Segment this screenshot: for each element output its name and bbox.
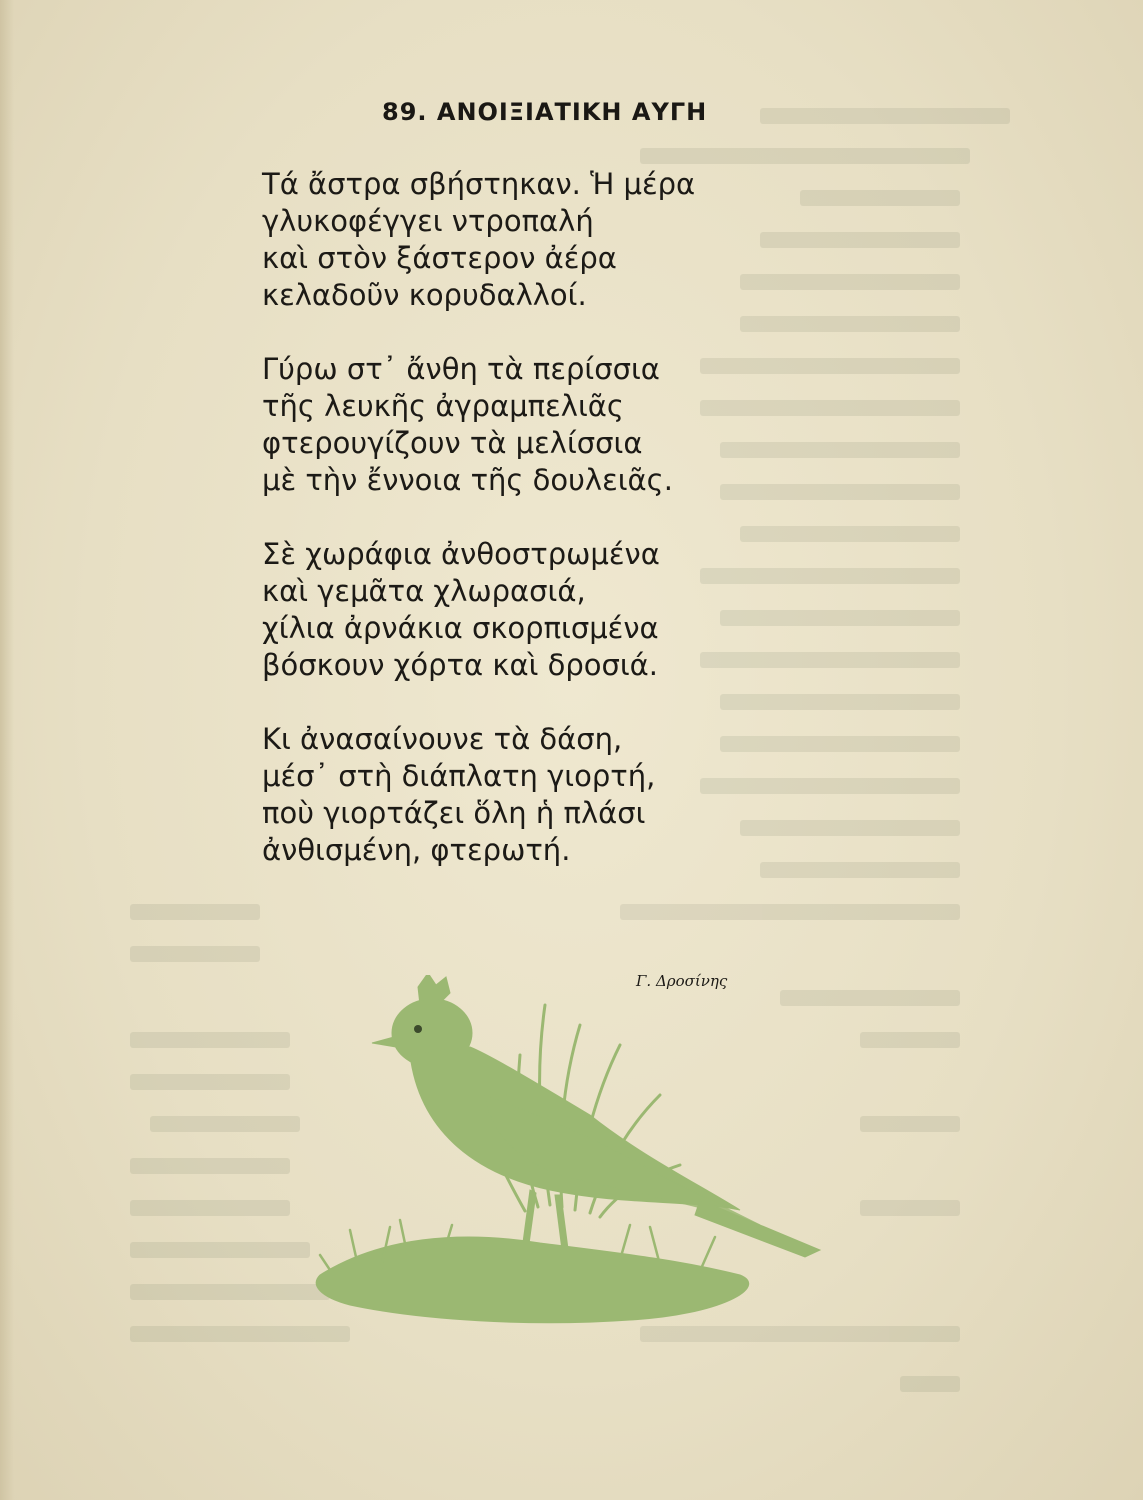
poem-line: μὲ τὴν ἔννοια τῆς δουλειᾶς. <box>262 463 673 497</box>
poem-line: κελαδοῦν κορυδαλλοί. <box>262 278 587 312</box>
poem-line: ἀνθισμένη, φτερωτή. <box>262 833 571 867</box>
poem-line: Σὲ χωράφια ἀνθοστρωμένα <box>262 537 660 571</box>
poem-line: Κι ἀνασαίνουνε τὰ δάση, <box>262 722 623 756</box>
lark-bird-illustration <box>300 975 900 1335</box>
poem-line: καὶ στὸν ξάστερον ἀέρα <box>262 241 617 275</box>
poem-line: Γύρω στ᾿ ἄνθη τὰ περίσσια <box>262 352 660 386</box>
poem-body <box>262 166 822 906</box>
stanza-1 <box>262 166 822 314</box>
poem-title: 89. ΑΝΟΙΞΙΑΤΙΚΗ ΑΥΓΗ <box>382 98 708 126</box>
poem-line: τῆς λευκῆς ἀγραμπελιᾶς <box>262 389 624 423</box>
stanza-4 <box>262 721 822 869</box>
poem-line: ποὺ γιορτάζει ὅλη ἡ πλάσι <box>262 796 646 830</box>
poem-author: Γ. Δροσίνης <box>636 972 728 990</box>
poem-line: χίλια ἀρνάκια σκορπισμένα <box>262 611 659 645</box>
poem-line: μέσ᾿ στὴ διάπλατη γιορτή, <box>262 759 656 793</box>
stanza-3 <box>262 536 822 684</box>
page-edge <box>0 0 14 1500</box>
poem-line: γλυκοφέγγει ντροπαλή <box>262 204 594 238</box>
poem-line: φτερουγίζουν τὰ μελίσσια <box>262 426 643 460</box>
poem-line: καὶ γεμᾶτα χλωρασιά, <box>262 574 586 608</box>
stanza-2 <box>262 351 822 499</box>
poem-line: Τά ἄστρα σβήστηκαν. Ἡ μέρα <box>262 167 696 201</box>
poem-line: βόσκουν χόρτα καὶ δροσιά. <box>262 648 659 682</box>
